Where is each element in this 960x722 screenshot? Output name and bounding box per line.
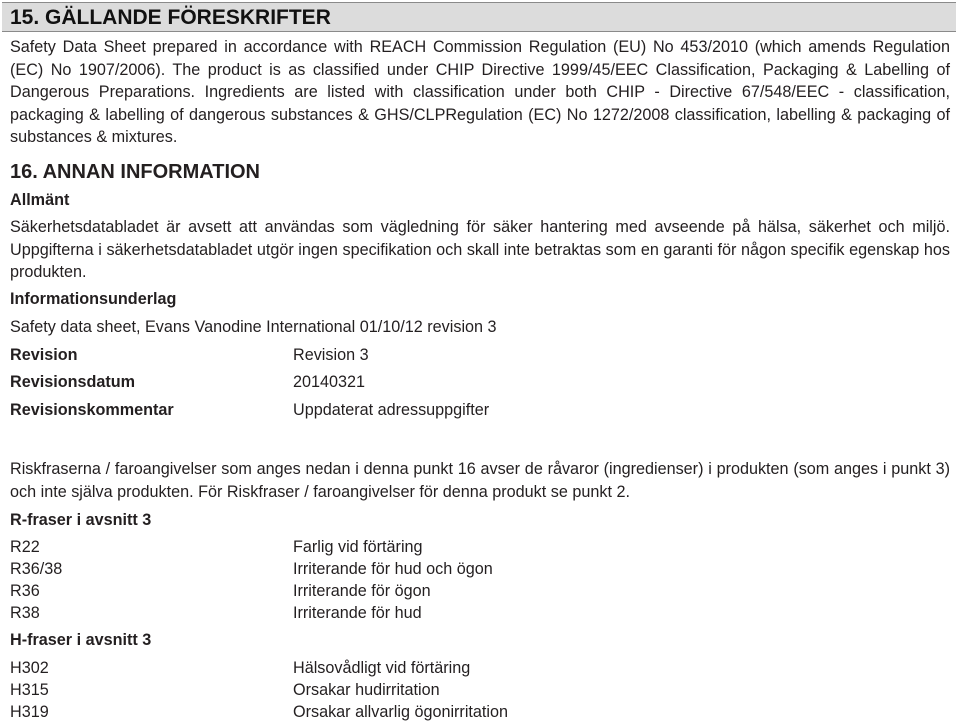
general-heading: Allmänt — [10, 191, 70, 209]
revision-label: Revision — [10, 346, 78, 364]
r-phrase-text: Irriterande för hud och ögon — [293, 560, 493, 578]
section-16-title: 16. ANNAN INFORMATION — [10, 161, 260, 183]
revision-date-label: Revisionsdatum — [10, 373, 136, 391]
risk-note: Riskfraserna / faroangivelser som anges nedan i denna punkt 16 avser de råvaror (ingredienser) i produkten (som anges i punkt 3) och inte själva produkten. För Riskfraser / faroangivelser för denna produkt se punkt 2. — [10, 460, 950, 501]
r-phrase-text: Irriterande för hud — [293, 604, 422, 622]
r-phrase-code: R22 — [10, 538, 40, 556]
revision-comment-label: Revisionskommentar — [10, 401, 174, 419]
general-text: Säkerhetsdatabladet är avsett att användas som vägledning för säker hantering med avseende på hälsa, säkerhet och miljö. Uppgifterna i säkerhetsdatabladet utgör ingen specifikation och skall inte betraktas som en garanti för någon specifik egenskap hos produkten. — [10, 218, 950, 281]
h-phrase-code: H315 — [10, 681, 49, 699]
revision-value: Revision 3 — [293, 346, 369, 364]
r-phrase-code: R36/38 — [10, 560, 63, 578]
h-phrase-code: H319 — [10, 703, 49, 721]
h-phrase-text: Orsakar hudirritation — [293, 681, 440, 699]
section-15-header — [2, 2, 956, 32]
r-phrase-text: Farlig vid förtäring — [293, 538, 423, 556]
r-phrases-heading: R-fraser i avsnitt 3 — [10, 511, 152, 529]
r-phrase-text: Irriterande för ögon — [293, 582, 431, 600]
section-15-title: 15. GÄLLANDE FÖRESKRIFTER — [10, 6, 331, 29]
h-phrases-heading: H-fraser i avsnitt 3 — [10, 631, 152, 649]
source-heading: Informationsunderlag — [10, 290, 177, 308]
r-phrase-code: R38 — [10, 604, 40, 622]
revision-date-value: 20140321 — [293, 373, 366, 391]
r-phrase-code: R36 — [10, 582, 40, 600]
h-phrase-code: H302 — [10, 659, 49, 677]
section-15-body: Safety Data Sheet prepared in accordance with REACH Commission Regulation (EU) No 453/2010 (which amends Regulation (EC) No 1907/2006). The product is as classified under CHIP Directive 1999/45/EEC Classification, Packaging & Labelling of Dangerous Preparations. Ingredients are listed with classification under both CHIP - Directive 67/548/EEC - classification, packaging & labelling of dangerous substances & GHS/CLPRegulation (EC) No 1272/2008 classification, labelling & packaging of substances & mixtures. — [10, 38, 950, 146]
h-phrase-text: Orsakar allvarlig ögonirritation — [293, 703, 509, 721]
source-text: Safety data sheet, Evans Vanodine International 01/10/12 revision 3 — [10, 318, 497, 336]
revision-comment-value: Uppdaterat adressuppgifter — [293, 401, 490, 419]
h-phrase-text: Hälsovådligt vid förtäring — [293, 659, 471, 677]
